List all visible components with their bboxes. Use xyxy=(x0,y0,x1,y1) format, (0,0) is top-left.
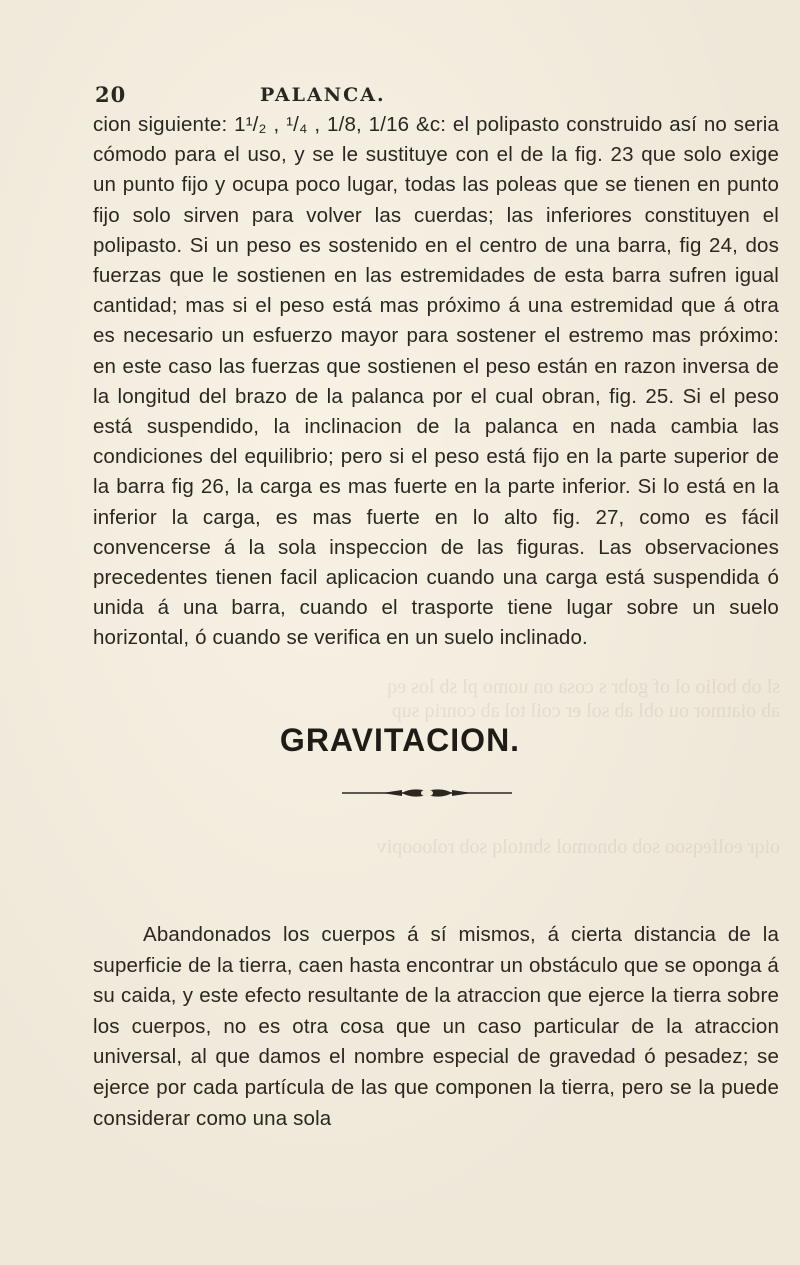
show-through-text: oiqr eolfeqsoo sob obnomol sbntolq sob rolooopiv xyxy=(376,836,780,858)
show-through-text: sl ob bolio ol of gobr s cosa on uomo pl sb los eq xyxy=(387,676,780,698)
page-header xyxy=(95,82,740,112)
show-through-text: ab oiatmor ou obl ab sol er coil tol ab conriq sup xyxy=(391,700,780,722)
running-head: PALANCA. xyxy=(260,84,386,106)
paragraph-gravitacion: Abandonados los cuerpos á sí mismos, á cierta distancia de la superficie de la tierra, caen hasta encontrar un obstáculo que se oponga á su caida, y este efecto resultante de la atraccion que ejerce la tierra sobre los cuerpos, no es otra cosa que un caso particular de la atraccion universal, al que damos el nombre especial de gravedad ó pesadez; se ejerce por cada partícula de las que componen la tierra, pero se la puede considerar como una sola xyxy=(93,923,779,1130)
page-number: 20 xyxy=(95,82,127,107)
section-title: GRAVITACION. xyxy=(279,722,521,758)
paragraph-palanca: cion siguiente: 1¹/₂ , ¹/₄ , 1/8, 1/16 &c: el polipasto construido así no seria cómodo para el uso, y se le sustituye con el de la fig. 23 que solo exige un punto fijo y ocupa poco lugar, todas las poleas que se tienen en punto fijo solo sirven para volver las cuerdas; las inferiores constituyen el polipasto. Si un peso es sostenido en el centro de una barra, fig 24, dos fuerzas que le sostienen en las estremidades de esta barra sufren igual cantidad; mas si el peso está mas próximo á una estremidad que á otra es necesario un esfuerzo mayor para sostener el estremo mas próximo: en este caso las fuerzas que sostienen el peso están en razon inversa de la longitud del brazo de la palanca por el cual obran, fig. 25. Si el peso está suspendido, la inclinacion de la palanca en nada cambia las condiciones del equilibrio; pero si el peso está fijo en la parte superior de la barra fig 26, la carga es mas fuerte en la parte inferior. Si lo está en la inferior la carga, es mas fuerte en lo alto fig. 27, como es fácil convencerse á la sola inspeccion de las figuras. Las observaciones precedentes tienen facil aplicacion cuando una carga está suspendida ó unida á una barra, cuando el trasporte tiene lugar sobre un suelo horizontal, ó cuando se verifica en un suelo inclinado. xyxy=(93,113,779,650)
ornament-rule-icon xyxy=(342,786,512,800)
